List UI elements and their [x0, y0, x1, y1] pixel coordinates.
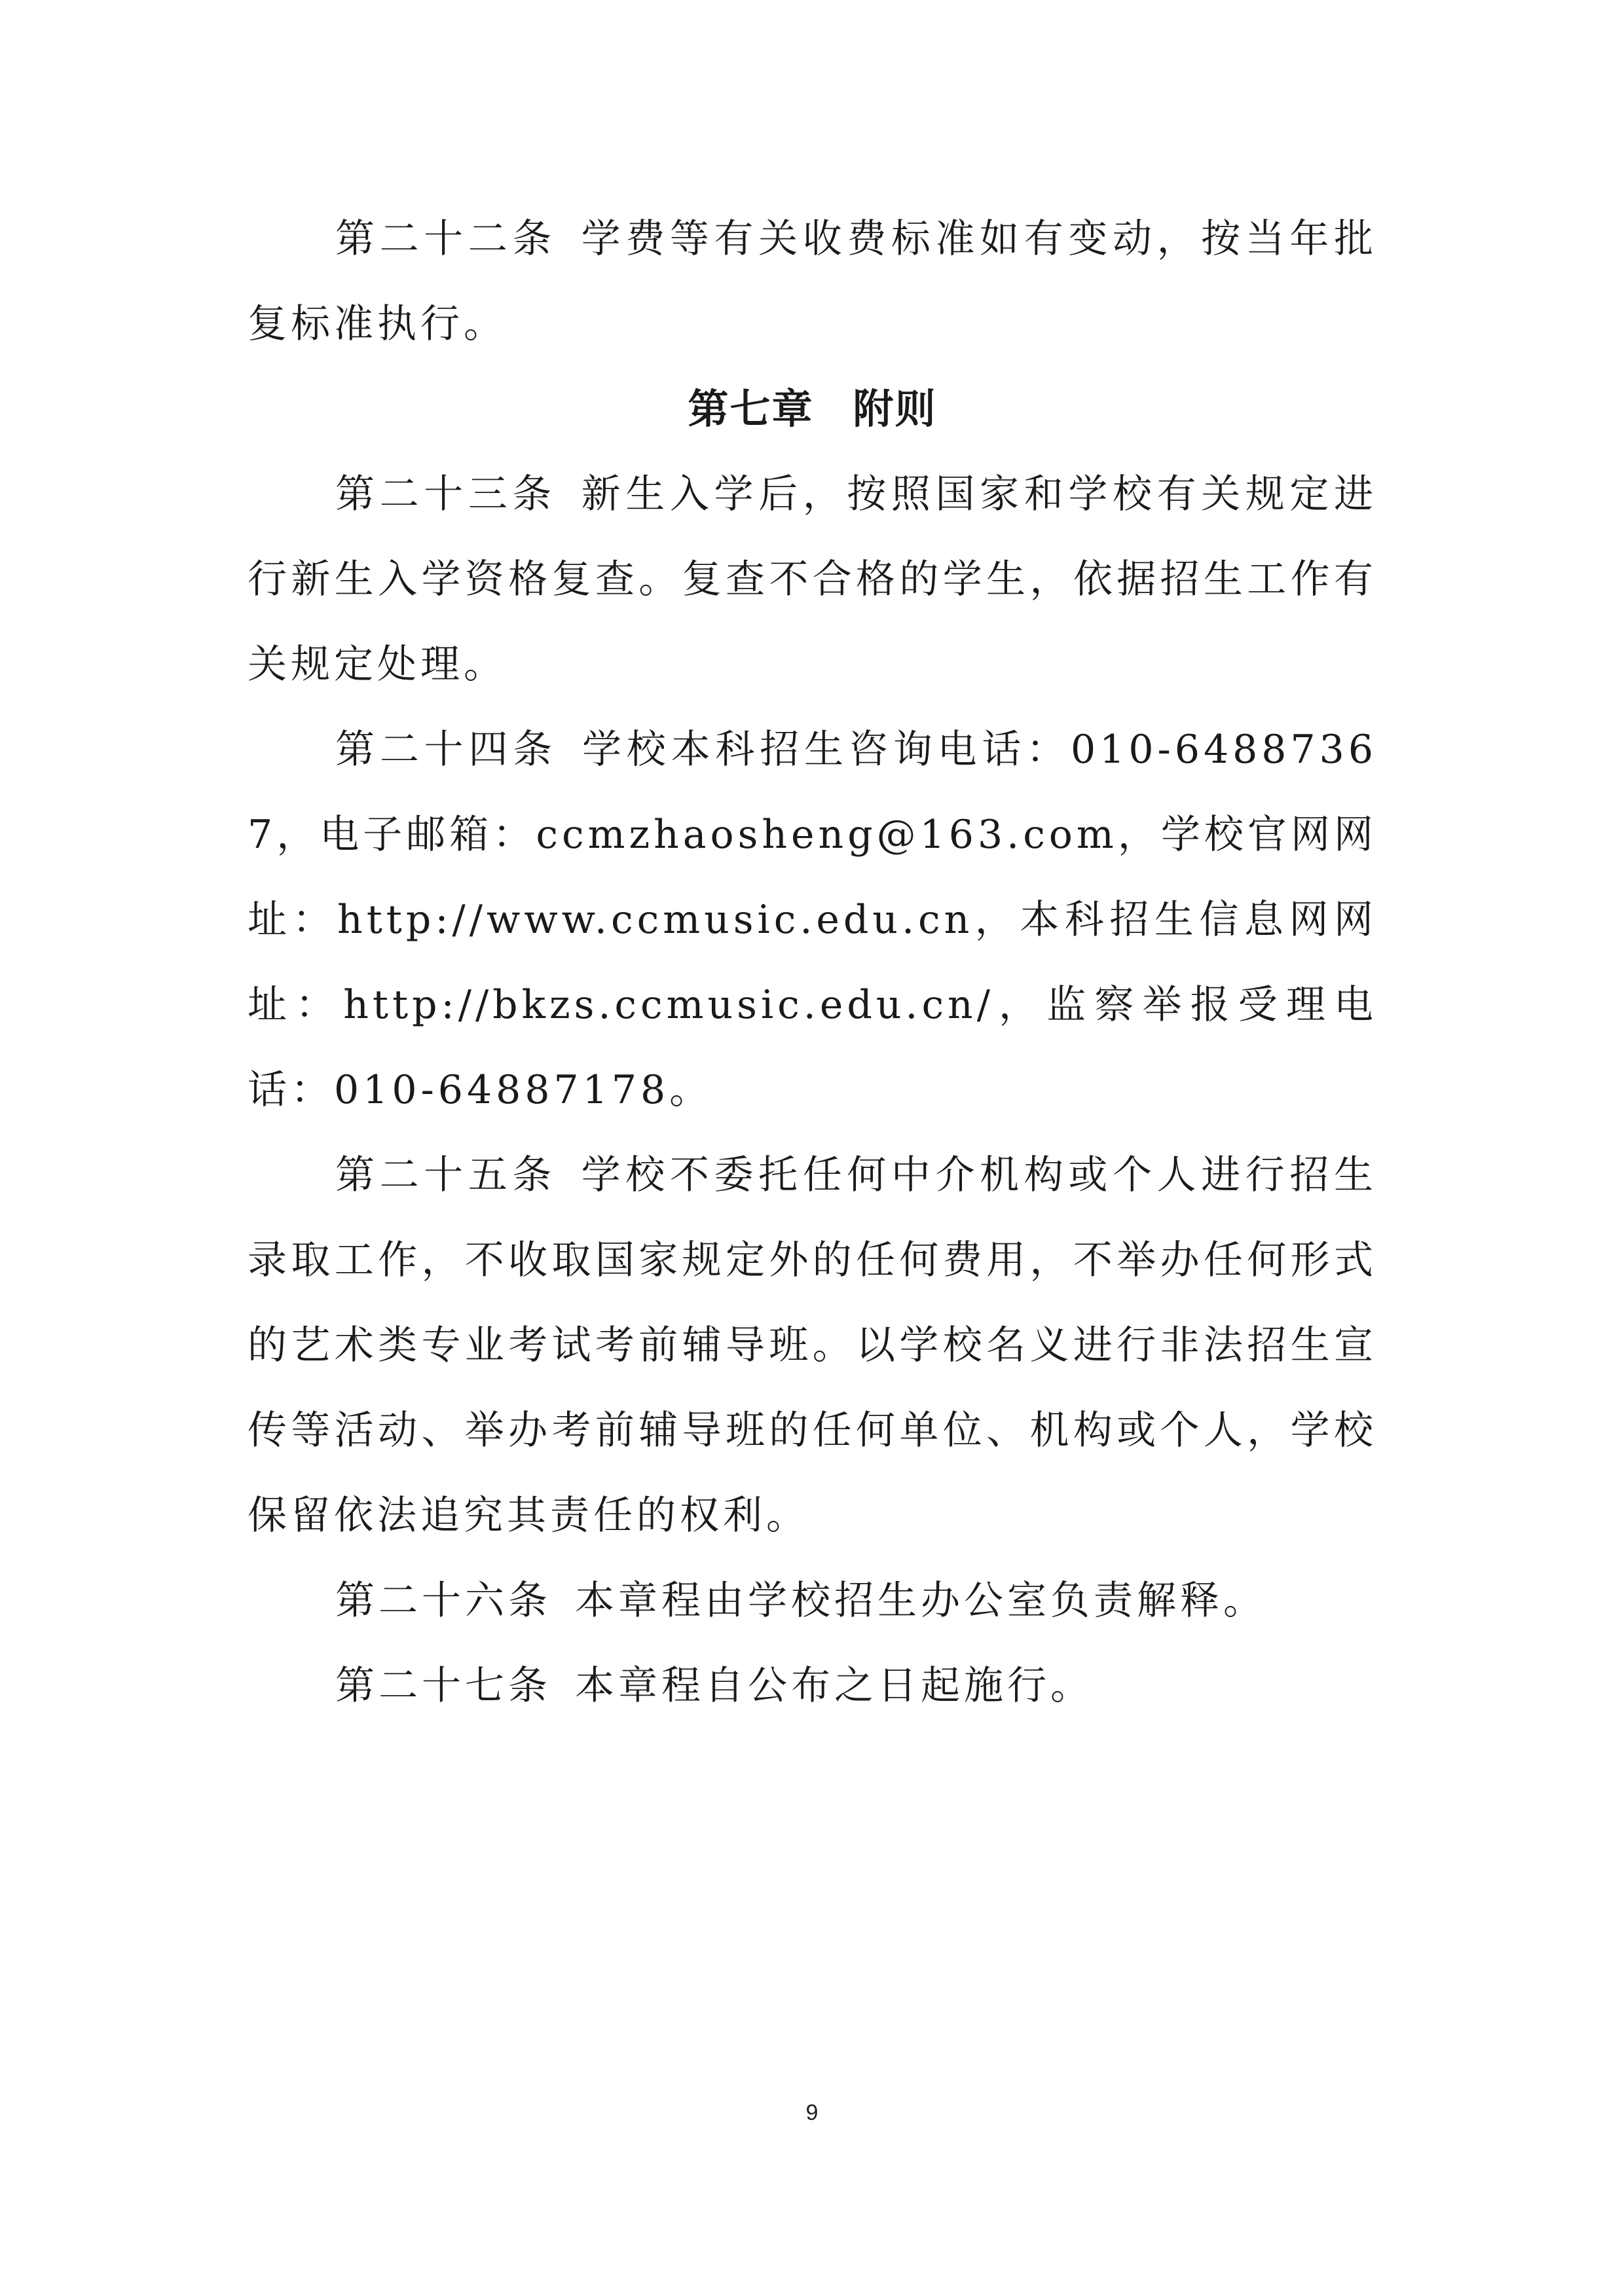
- article-22-number: 第二十二条: [335, 216, 557, 262]
- article-25-number: 第二十五条: [335, 1152, 557, 1198]
- document-body: [248, 196, 1377, 1728]
- article-22-text: 学费等有关收费标准如有变动，按当年批复标准执行。: [248, 216, 1378, 347]
- article-26-text: 本章程由学校招生办公室负责解释。: [575, 1578, 1266, 1624]
- article-23: [248, 452, 1377, 707]
- page-number: 9: [805, 2100, 819, 2125]
- chapter-heading: [248, 367, 1377, 452]
- article-23-text: 新生入学后，按照国家和学校有关规定进行新生入学资格复查。复查不合格的学生，依据招生工作有关规定处理。: [248, 471, 1378, 687]
- article-23-number: 第二十三条: [335, 471, 557, 517]
- article-25: [248, 1133, 1377, 1558]
- article-26-number: 第二十六条: [335, 1578, 551, 1624]
- article-26: [248, 1558, 1377, 1643]
- chapter-name: 附则: [853, 385, 937, 433]
- article-24-text: 学校本科招生咨询电话：010-64887367，电子邮箱：ccmzhaosheng@163.com，学校官网网址：http://www.ccmusic.edu.cn，本科招生信息网网址：http://bkzs.ccmusic.edu.cn/，监察举报受理电话：010-64887178。: [248, 727, 1378, 1113]
- article-24: [248, 707, 1377, 1133]
- chapter-number: 第七章: [688, 385, 814, 433]
- article-27-text: 本章程自公布之日起施行。: [575, 1663, 1094, 1709]
- article-25-text: 学校不委托任何中介机构或个人进行招生录取工作，不收取国家规定外的任何费用，不举办任何形式的艺术类专业考试考前辅导班。以学校名义进行非法招生宣传等活动、举办考前辅导班的任何单位、机构或个人，学校保留依法追究其责任的权利。: [248, 1152, 1378, 1539]
- article-27-number: 第二十七条: [335, 1663, 551, 1709]
- article-24-number: 第二十四条: [335, 727, 558, 773]
- article-22: [248, 196, 1377, 367]
- article-27: [248, 1643, 1377, 1728]
